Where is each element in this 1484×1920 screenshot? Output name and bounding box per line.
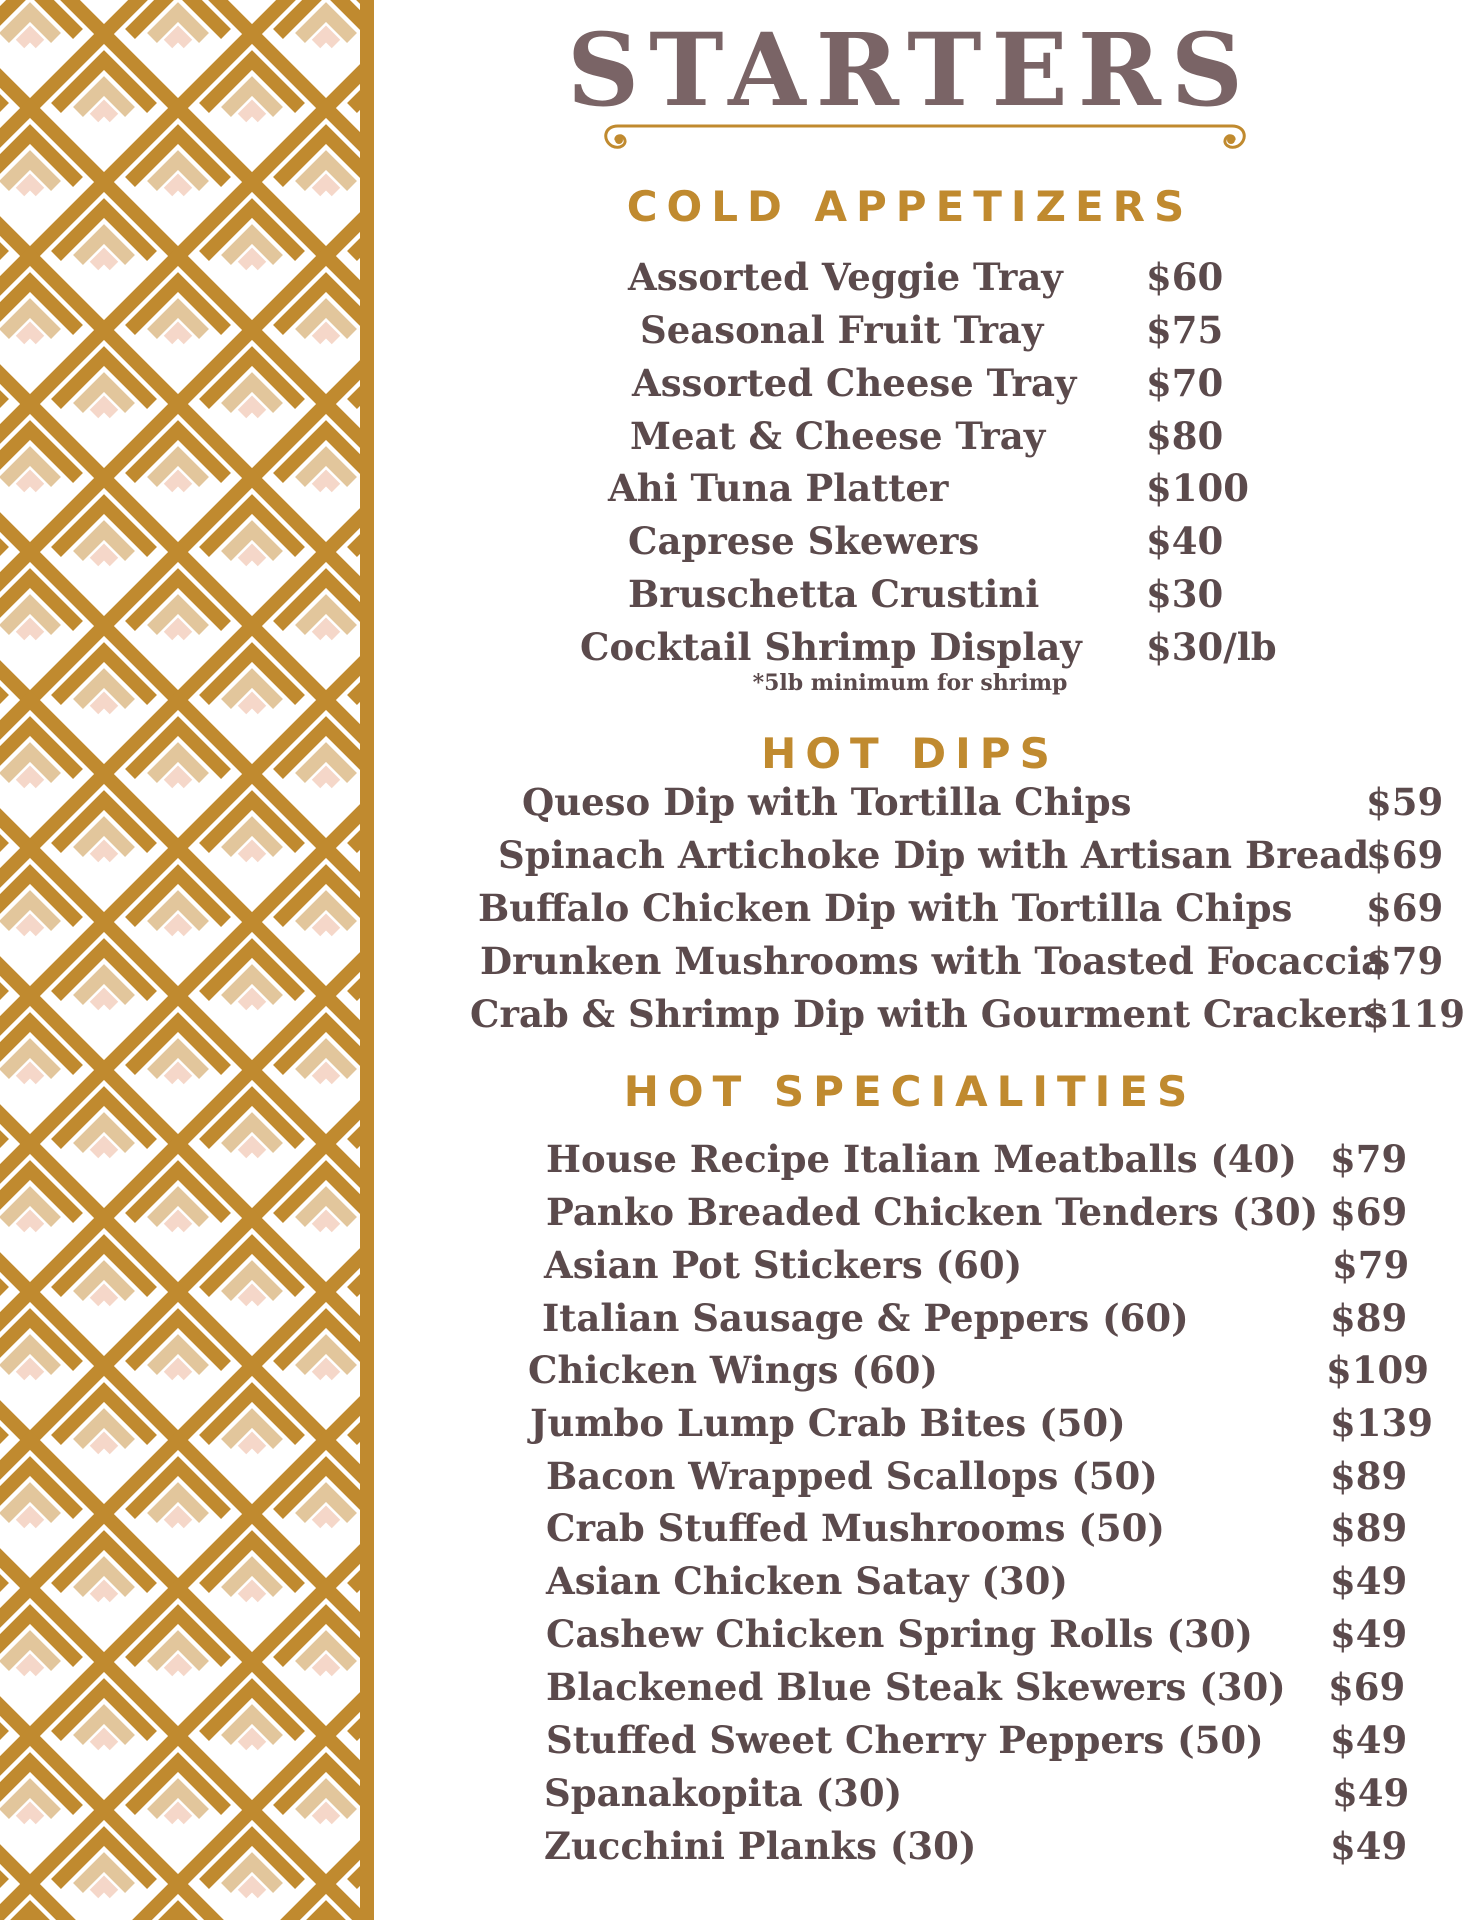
pattern-chevron	[168, 922, 188, 932]
item-price: $40	[1146, 519, 1224, 563]
item-price: $79	[1366, 939, 1444, 983]
pattern-chevron	[242, 1588, 262, 1598]
pattern-chevron	[242, 1884, 262, 1894]
item-price: $49	[1330, 1824, 1408, 1868]
pattern-chevron	[94, 256, 114, 266]
pattern-chevron	[104, 700, 252, 774]
item-price: $89	[1330, 1506, 1408, 1550]
item-price: $49	[1330, 1559, 1408, 1603]
shrimp-minimum-note: *5lb minimum for shrimp	[752, 670, 1068, 696]
sidebar-border	[360, 0, 374, 1920]
pattern-chevron	[20, 1662, 40, 1672]
menu-item	[470, 988, 1465, 1040]
menu-item	[520, 1767, 1420, 1819]
pattern-chevron	[178, 1070, 326, 1144]
pattern-chevron	[30, 1810, 178, 1884]
menu-item	[520, 1397, 1433, 1449]
pattern-chevron	[30, 1218, 178, 1292]
pattern-chevron	[168, 182, 188, 192]
pattern-chevron	[30, 478, 178, 552]
item-name: Crab Stuffed Mushrooms (50)	[546, 1506, 1165, 1550]
item-price: $69	[1366, 833, 1444, 877]
pattern-chevron	[30, 1662, 178, 1736]
menu-item	[600, 462, 1280, 514]
pattern-chevron	[20, 626, 40, 636]
item-name: Stuffed Sweet Cherry Peppers (50)	[546, 1718, 1264, 1762]
pattern-chevron	[168, 626, 188, 636]
pattern-chevron	[30, 182, 178, 256]
pattern-chevron	[316, 1514, 336, 1524]
pattern-chevron	[242, 108, 262, 118]
pattern-chevron	[316, 330, 336, 340]
item-price: $89	[1330, 1296, 1408, 1340]
pattern-chevron	[242, 996, 262, 1006]
pattern-chevron	[168, 1070, 188, 1080]
menu-item	[580, 621, 1280, 673]
pattern-chevron	[94, 1736, 114, 1746]
pattern-chevron	[168, 1366, 188, 1376]
menu-item	[600, 251, 1280, 303]
pattern-chevron	[316, 774, 336, 784]
pattern-chevron	[316, 1662, 336, 1672]
item-name: Cashew Chicken Spring Rolls (30)	[546, 1612, 1253, 1656]
menu-item	[520, 1661, 1420, 1713]
item-price: $60	[1146, 255, 1224, 299]
pattern-chevron	[178, 626, 326, 700]
menu-item	[470, 935, 1450, 987]
pattern-chevron	[94, 700, 114, 710]
pattern-chevron	[104, 1144, 252, 1218]
item-name: Queso Dip with Tortilla Chips	[522, 780, 1132, 824]
item-price: $70	[1146, 361, 1224, 405]
item-price: $79	[1330, 1137, 1408, 1181]
pattern-chevron	[242, 848, 262, 858]
pattern-chevron	[104, 1440, 252, 1514]
pattern-chevron	[178, 1366, 326, 1440]
pattern-chevron	[178, 34, 326, 108]
item-price: $89	[1330, 1454, 1408, 1498]
item-name: Assorted Veggie Tray	[628, 255, 1063, 299]
pattern-chevron	[94, 1144, 114, 1154]
pattern-chevron	[242, 700, 262, 710]
pattern-chevron	[94, 1440, 114, 1450]
pattern-chevron	[20, 1218, 40, 1228]
pattern-chevron	[30, 34, 178, 108]
item-price: $69	[1330, 1190, 1408, 1234]
pattern-chevron	[178, 1810, 326, 1884]
item-name: Buffalo Chicken Dip with Tortilla Chips	[478, 886, 1293, 930]
pattern-chevron	[94, 404, 114, 414]
pattern-chevron	[20, 478, 40, 488]
item-name: Spanakopita (30)	[544, 1771, 903, 1815]
item-name: Asian Chicken Satay (30)	[546, 1559, 1068, 1603]
pattern-chevron	[316, 478, 336, 488]
pattern-chevron	[242, 404, 262, 414]
pattern-chevron	[316, 1070, 336, 1080]
pattern-chevron	[94, 108, 114, 118]
pattern-chevron	[178, 922, 326, 996]
item-price: $49	[1332, 1771, 1410, 1815]
pattern-chevron	[104, 108, 252, 182]
pattern-chevron	[168, 1218, 188, 1228]
item-name: Italian Sausage & Peppers (60)	[542, 1296, 1189, 1340]
menu-item	[470, 829, 1450, 881]
pattern-chevron	[316, 922, 336, 932]
pattern-chevron	[316, 1810, 336, 1820]
pattern-chevron	[104, 1736, 252, 1810]
pattern-chevron	[20, 34, 40, 44]
pattern-chevron	[104, 996, 252, 1070]
item-price: $75	[1146, 308, 1224, 352]
pattern-chevron	[104, 256, 252, 330]
pattern-chevron	[168, 1514, 188, 1524]
item-price: $30	[1146, 572, 1224, 616]
item-name: Spinach Artichoke Dip with Artisan Bread	[498, 833, 1370, 877]
pattern-chevron	[316, 182, 336, 192]
pattern-chevron	[30, 1514, 178, 1588]
item-name: Panko Breaded Chicken Tenders (30)	[546, 1190, 1319, 1234]
item-price: $139	[1330, 1401, 1433, 1445]
menu-item	[520, 1608, 1420, 1660]
item-price: $119	[1362, 992, 1465, 1036]
menu-item	[470, 776, 1450, 828]
item-price: $69	[1366, 886, 1444, 930]
pattern-chevron	[316, 1218, 336, 1228]
menu-item	[520, 1555, 1420, 1607]
menu-item	[520, 1133, 1420, 1185]
pattern-chevron	[178, 478, 326, 552]
item-name: Chicken Wings (60)	[528, 1348, 938, 1392]
pattern-chevron	[104, 1588, 252, 1662]
pattern-chevron	[94, 552, 114, 562]
item-name: House Recipe Italian Meatballs (40)	[546, 1137, 1297, 1181]
pattern-chevron	[168, 774, 188, 784]
hot-dips-heading: HOT DIPS	[761, 729, 1059, 778]
pattern-chevron	[168, 34, 188, 44]
pattern-chevron	[20, 774, 40, 784]
pattern-chevron	[242, 1144, 262, 1154]
pattern-chevron	[168, 330, 188, 340]
flourish-divider-icon	[600, 118, 1250, 166]
pattern-chevron	[104, 848, 252, 922]
pattern-chevron	[104, 404, 252, 478]
pattern-chevron	[178, 774, 326, 848]
pattern-chevron	[20, 1810, 40, 1820]
pattern-chevron	[178, 330, 326, 404]
pattern-chevron	[30, 330, 178, 404]
pattern-chevron	[94, 996, 114, 1006]
item-name: Seasonal Fruit Tray	[640, 308, 1044, 352]
item-name: Blackened Blue Steak Skewers (30)	[546, 1665, 1286, 1709]
pattern-chevron	[104, 552, 252, 626]
menu-item	[600, 357, 1280, 409]
item-price: $69	[1328, 1665, 1406, 1709]
menu-item	[520, 1450, 1420, 1502]
menu-item	[520, 1820, 1420, 1872]
pattern-chevron	[242, 1292, 262, 1302]
pattern-chevron	[30, 626, 178, 700]
pattern-chevron	[20, 922, 40, 932]
item-price: $100	[1146, 466, 1249, 510]
pattern-chevron	[168, 1662, 188, 1672]
pattern-chevron	[94, 1588, 114, 1598]
item-price: $49	[1330, 1718, 1408, 1762]
item-name: Jumbo Lump Crab Bites (50)	[530, 1401, 1126, 1445]
pattern-chevron	[168, 478, 188, 488]
cold-appetizers-heading: COLD APPETIZERS	[626, 182, 1194, 231]
item-price: $109	[1326, 1348, 1429, 1392]
item-name: Assorted Cheese Tray	[632, 361, 1077, 405]
menu-item	[520, 1292, 1420, 1344]
menu-item	[600, 304, 1280, 356]
pattern-chevron	[178, 1514, 326, 1588]
pattern-chevron	[316, 34, 336, 44]
item-name: Cocktail Shrimp Display	[580, 625, 1082, 669]
hot-specialities-heading: HOT SPECIALITIES	[623, 1067, 1197, 1116]
pattern-chevron	[30, 774, 178, 848]
item-price: $79	[1332, 1243, 1410, 1287]
pattern-chevron	[30, 1366, 178, 1440]
pattern-chevron	[242, 1736, 262, 1746]
item-name: Bacon Wrapped Scallops (50)	[546, 1454, 1158, 1498]
menu-item	[600, 568, 1280, 620]
decorative-chevron-pattern	[0, 0, 372, 1920]
item-name: Zucchini Planks (30)	[544, 1824, 977, 1868]
item-name: Bruschetta Crustini	[628, 572, 1040, 616]
menu-item	[520, 1502, 1420, 1554]
pattern-chevron	[104, 1292, 252, 1366]
pattern-chevron	[94, 1292, 114, 1302]
pattern-chevron	[242, 552, 262, 562]
item-price: $49	[1330, 1612, 1408, 1656]
item-name: Asian Pot Stickers (60)	[544, 1243, 1023, 1287]
pattern-chevron	[168, 1810, 188, 1820]
menu-item	[600, 410, 1280, 462]
pattern-chevron	[94, 1884, 114, 1894]
item-name: Caprese Skewers	[628, 519, 980, 563]
item-name: Meat & Cheese Tray	[630, 414, 1046, 458]
menu-item	[470, 882, 1450, 934]
menu-item	[520, 1714, 1420, 1766]
menu-item	[520, 1344, 1429, 1396]
pattern-chevron	[316, 626, 336, 636]
pattern-chevron	[178, 1218, 326, 1292]
item-name: Crab & Shrimp Dip with Gourment Crackers	[470, 992, 1388, 1036]
item-price: $59	[1366, 780, 1444, 824]
pattern-chevron	[20, 1514, 40, 1524]
pattern-chevron	[94, 848, 114, 858]
item-price: $30/lb	[1146, 625, 1277, 669]
pattern-chevron	[20, 1366, 40, 1376]
pattern-chevron	[316, 1366, 336, 1376]
pattern-chevron	[20, 182, 40, 192]
menu-item	[600, 515, 1280, 567]
item-price: $80	[1146, 414, 1224, 458]
pattern-chevron	[30, 1070, 178, 1144]
pattern-chevron	[178, 1662, 326, 1736]
menu-item	[520, 1239, 1420, 1291]
page-title: STARTERS	[566, 11, 1254, 129]
pattern-chevron	[178, 182, 326, 256]
pattern-chevron	[242, 1440, 262, 1450]
item-name: Ahi Tuna Platter	[608, 466, 949, 510]
pattern-chevron	[30, 922, 178, 996]
menu-item	[520, 1186, 1420, 1238]
item-name: Drunken Mushrooms with Toasted Focaccia	[480, 939, 1386, 983]
pattern-chevron	[20, 1070, 40, 1080]
pattern-chevron	[20, 330, 40, 340]
pattern-chevron	[242, 256, 262, 266]
